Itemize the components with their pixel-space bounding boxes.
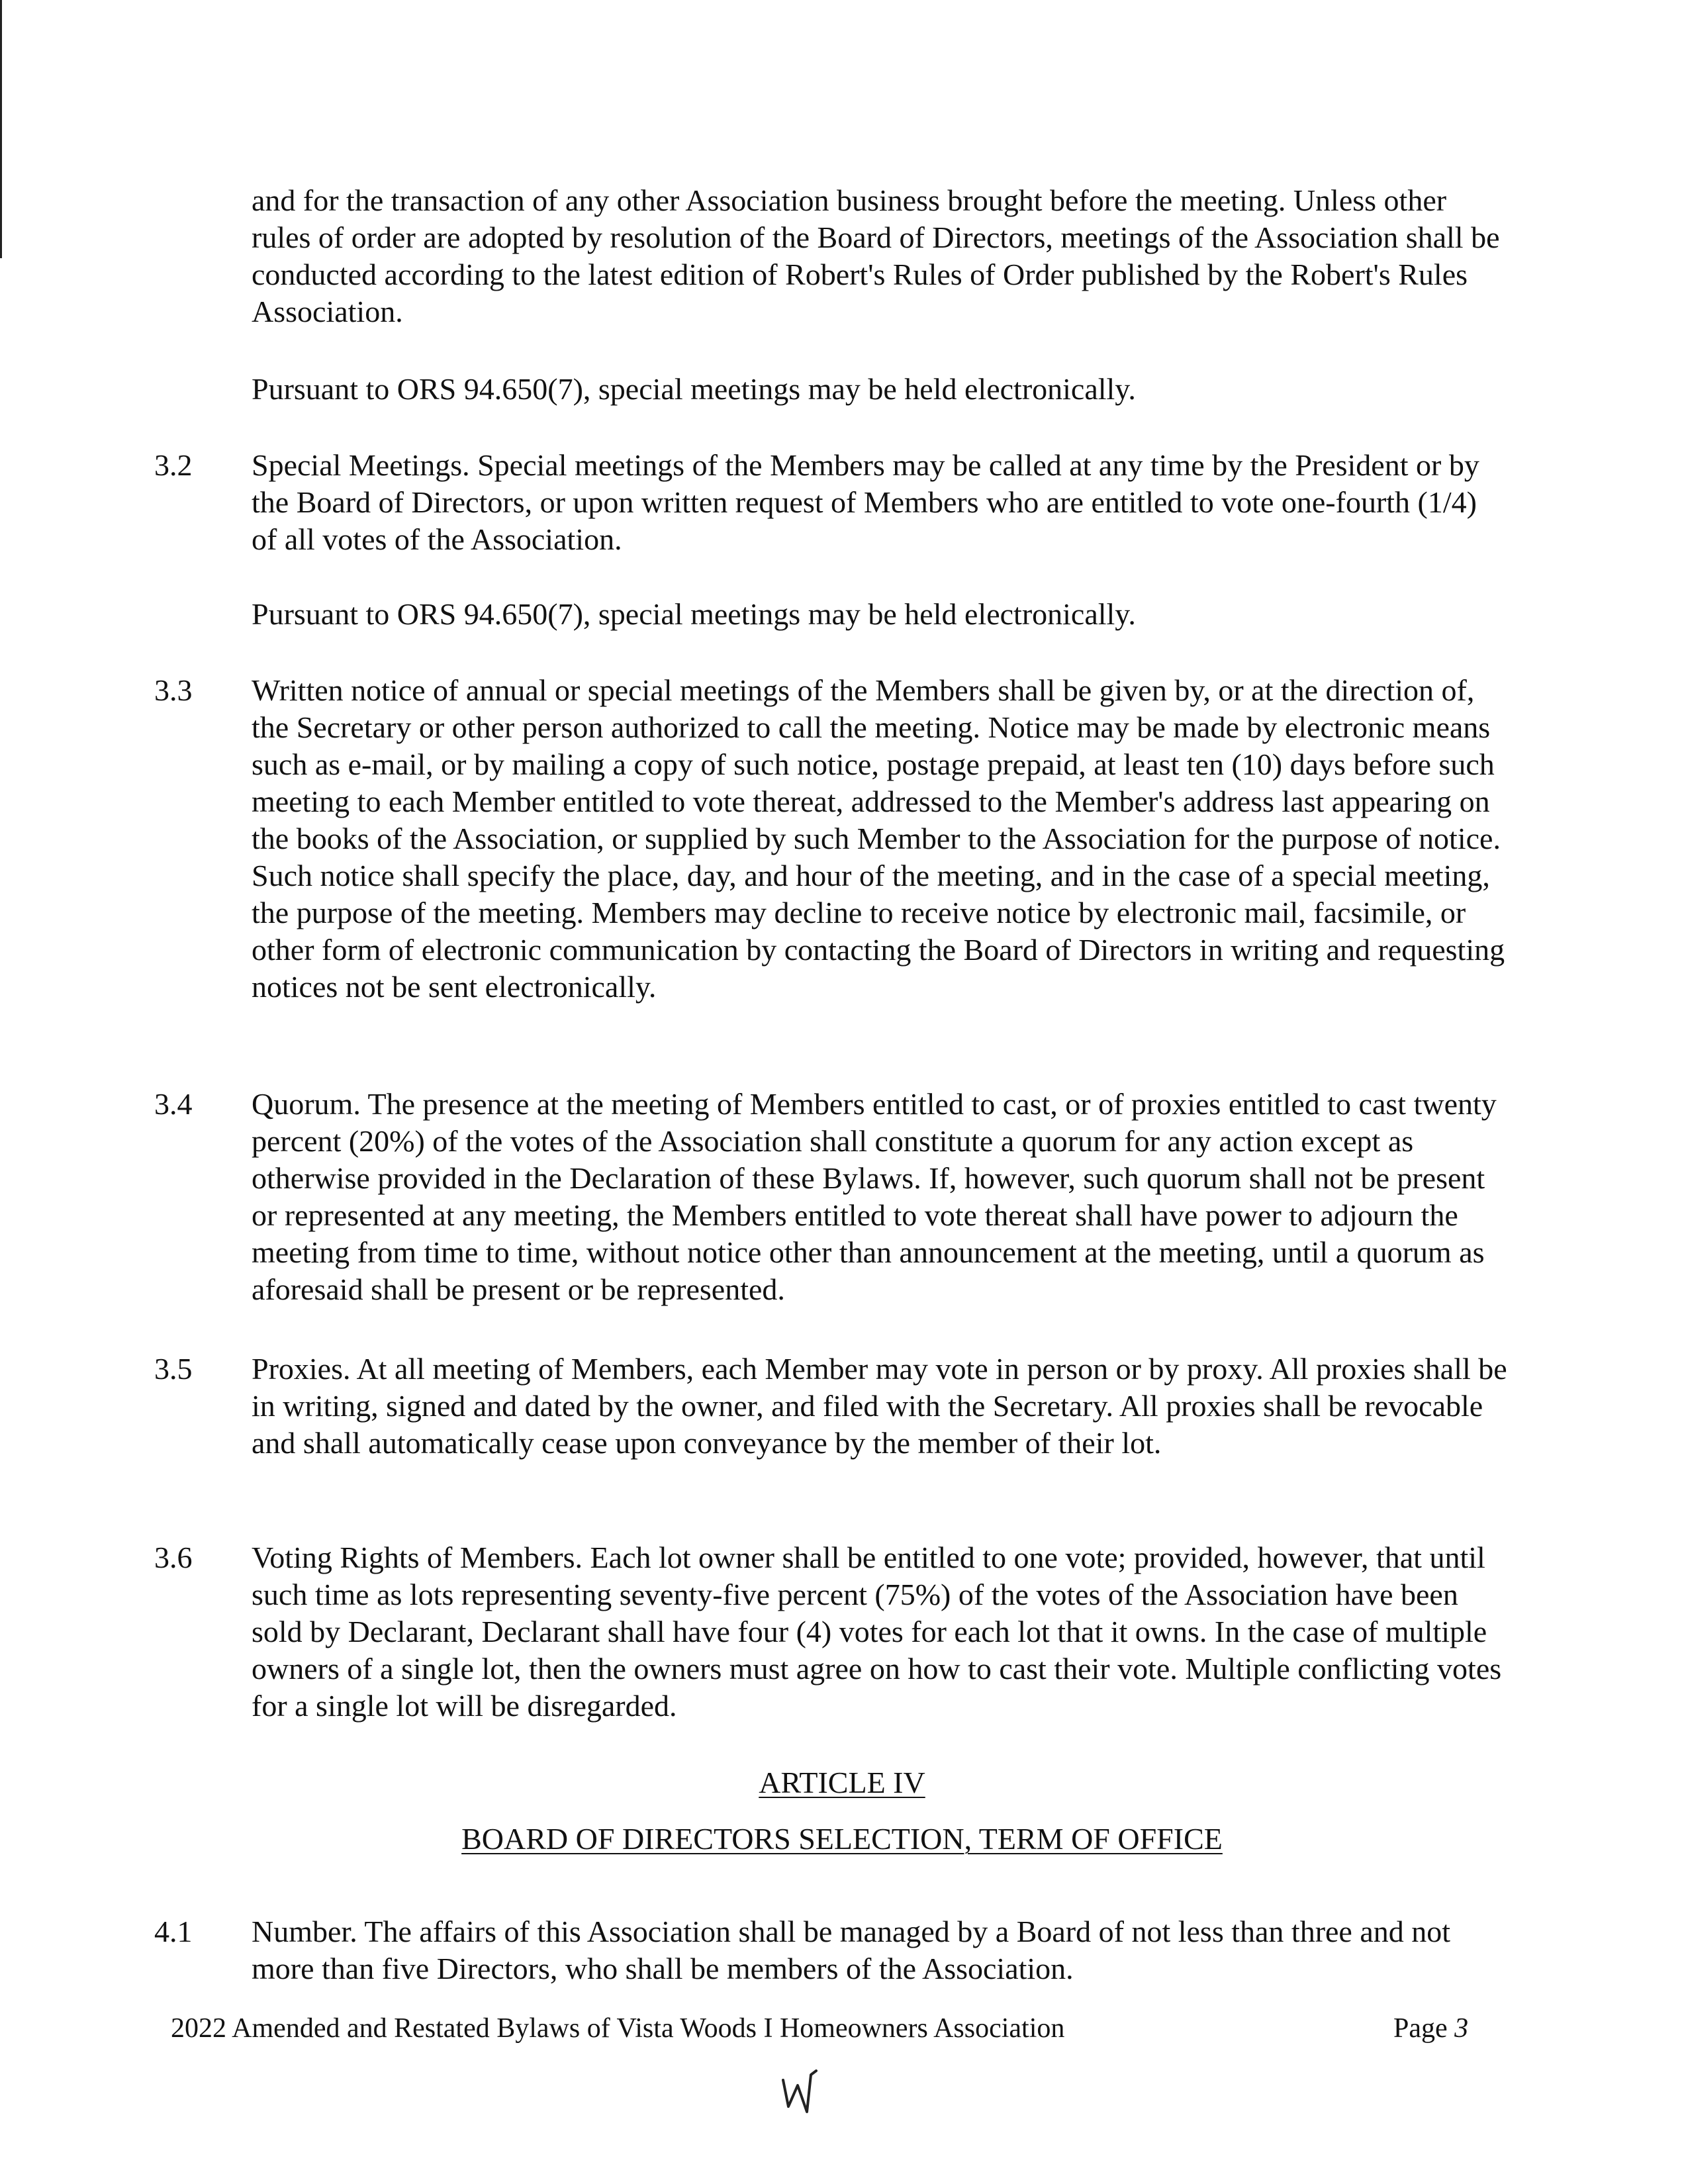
footer-page-number: 3 xyxy=(1454,2013,1469,2044)
article-title-text: ARTICLE IV xyxy=(759,1766,925,1799)
footer-document-title: 2022 Amended and Restated Bylaws of Vista Woods I Homeowners Association xyxy=(171,2013,1065,2044)
section-4-1-text: Number. The affairs of this Association shall be managed by a Board of not less than three and not more than five Directors, who shall be members of the Association. xyxy=(252,1915,1451,1985)
section-number: 3.4 xyxy=(154,1087,193,1121)
section-3-4-text: Quorum. The presence at the meeting of Members entitled to cast, or of proxies entitled to cast twenty percent (20%) of the votes of the Association shall constitute a quorum for any action except as otherwise provided in the Declaration of these Bylaws. If, however, such quorum shall not be present or represented at any meeting, the Members entitled to vote thereat shall have power to adjourn the meeting from time to time, without notice other than announcement at the meeting, until a quorum as aforesaid shall be present or be represented. xyxy=(252,1087,1497,1306)
article-title xyxy=(0,1764,1684,1801)
section-3-6-text: Voting Rights of Members. Each lot owner shall be entitled to one vote; provided, however, that until such time as lots representing seventy-five percent (75%) of the votes of the Association have been sold by Declarant, Declarant shall have four (4) votes for each lot that it owns. In the case of multiple owners of a single lot, then the owners must agree on how to cast their vote. Multiple conflicting votes for a single lot will be disregarded. xyxy=(252,1541,1502,1723)
section-number: 3.3 xyxy=(154,673,193,707)
section-3-5-text: Proxies. At all meeting of Members, each Member may vote in person or by proxy. All proxies shall be in writing, signed and dated by the owner, and filed with the Secretary. All proxies shall be revocable and shall automatically cease upon conveyance by the member of their lot. xyxy=(252,1352,1507,1460)
section-number: 4.1 xyxy=(154,1915,193,1948)
intro-paragraph: and for the transaction of any other Association business brought before the meeting. Unless other rules of order are adopted by resolution of the Board of Directors, meetings of the Association shall be conducted according to the latest edition of Robert's Rules of Order published by the Robert's Rules Association. xyxy=(252,183,1500,328)
section-3-2-text: Special Meetings. Special meetings of the Members may be called at any time by the President or by the Board of Directors, or upon written request of Members who are entitled to vote one-fourth (1/4) of all votes of the Association. xyxy=(252,448,1479,556)
handwritten-initial-mark xyxy=(778,2065,824,2118)
section-number: 3.5 xyxy=(154,1352,193,1386)
article-subtitle-text: BOARD OF DIRECTORS SELECTION, TERM OF OFFICE xyxy=(461,1822,1223,1856)
section-3-2-note: Pursuant to ORS 94.650(7), special meetings may be held electronically. xyxy=(252,597,1136,631)
section-3-3-text: Written notice of annual or special meetings of the Members shall be given by, or at the direction of, the Secretary or other person authorized to call the meeting. Notice may be made by electronic means such as e-mail, or by mailing a copy of such notice, postage prepaid, at least ten (10) days before such meeting to each Member entitled to vote thereat, addressed to the Member's address last appearing on the books of the Association, or supplied by such Member to the Association for the purpose of notice. Such notice shall specify the place, day, and hour of the meeting, and in the case of a special meeting, the purpose of the meeting. Members may decline to receive notice by electronic mail, facsimile, or other form of electronic communication by contacting the Board of Directors in writing and requesting notices not be sent electronically. xyxy=(252,673,1505,1004)
section-number: 3.2 xyxy=(154,448,193,482)
article-subtitle xyxy=(0,1821,1684,1858)
section-number: 3.6 xyxy=(154,1541,193,1574)
intro-electronic-note: Pursuant to ORS 94.650(7), special meetings may be held electronically. xyxy=(252,372,1136,406)
footer-page-label: Page xyxy=(1393,2013,1448,2044)
footer-page xyxy=(1393,2011,1468,2046)
